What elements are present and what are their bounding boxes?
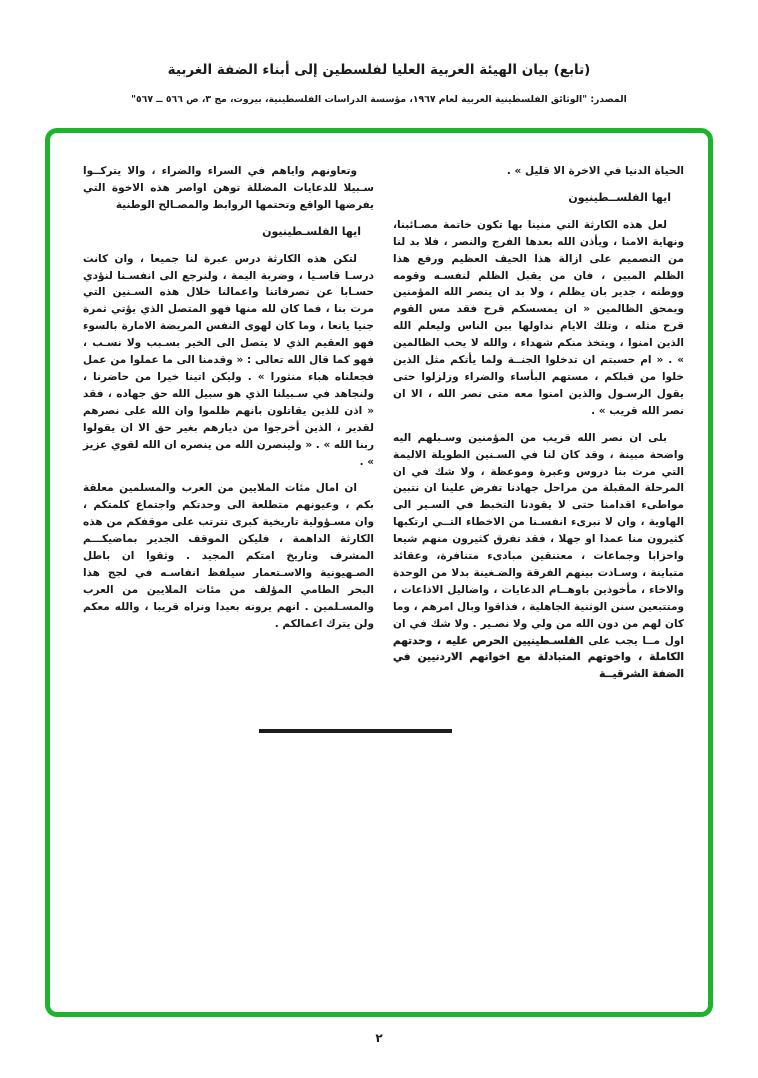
paragraph-continuation: الحياة الدنيا في الاخرة الا قليل » . [506, 165, 684, 177]
page-title: (تابع) بيان الهيئة العربية العليا لفلسطين إلى أبناء الضفة الغربية [167, 62, 591, 78]
paragraph: لتكن هذه الكارثة درس عبرة لنا جميعا ، وان كانت درسـا قاسـيا ، وضربة اليمة ، ولنرجع الى انفسـنا لنؤدي حسـابا عن تصرفاتنا واعمالنا خلال هذه السـنين التي مرت بنا ، فما كان لله منها فهو المتصل الذي يؤتي ثمرة جنيا يانعا ، وما كان لهوى النفس المريضة الامارة بالسوء فهو العقيم الذي لا يتصل الى الخير بسـبب ولا نسـب ، فهو كما قال الله تعالى : « وقدمنا الى ما عملوا من عمل فجعلناه هباء منثورا » . وليكن اتينا خيرا من حاضرنا ، ولنجاهد في سـبيلنا الذي هو سبيل الله حق جهاده ، فقد « اذن للذين يقاتلون بانهم ظلموا وان الله على نصرهم لقدير ، الذين أخرجوا من ديارهم بغير حق الا ان يقولوا ربنا الله » . « ولينصرن الله من ينصره ان الله لقوي عزيز » . [83, 252, 374, 468]
source-line: المصدر: "الوثائق الفلسطينية العربية لعام ١٩٦٧، مؤسسة الدراسات الفلسطينية، بيروت، مج ٣، ص ٥٦٦ ــ ٥٦٧" [131, 94, 627, 105]
section-heading: ايها الفلسـطينيون [262, 224, 361, 238]
two-column-layout [83, 163, 684, 693]
column-left [83, 163, 374, 643]
paragraph-text: بلى ان نصر الله قريب من المؤمنين وسـبلهم اليه واضحة مبينة ، وقد كان لنا في السـنين الطويلة الاليمة التي مرت بنا دروس وعبرة وموعظة ، ولا شك في ان المرحلة المقبلة من مراحل جهادنا تفرض علينا ان نتبين مواطىء اقدامنا حتى لا يقودنا التخبط في السـير الى الهاوية ، وان لا نبرىء انفسـنا من الاخطاء التــي ارتكبها كثيرون منا عمدا او جهلا ، فقد تفرق كثيرون منهم شيعا واحزابا وجماعات ، معتنقين مبادىء متنافرة، وعقائد متباينة ، وسـادت بينهم الفرقة والضـغينة بدلا من الوحدة والاخاء ، مأخوذين باوهــام الدعايات ، واضاليل الاذاعات ، ومتتبعين سنن الوثنية الجاهلية ، فذاقوا وبال امرهم ، وما كان لهم من دون الله من ولي ولا نصـير . ولا شك في ان اول مــا يجب على [392, 431, 684, 647]
divider-rule [259, 729, 452, 733]
paragraph: لعل هذه الكارثة التي منينا بها تكون خاتمة مصـائبنا، ونهاية الامنا ، ويأذن الله بعدها الفرج والنصر ، فلا بد لنا من التصميم على ازالة هذا الحيف العظيم ورفع هذا الظلم المبين ، فان من يقبل الظلم لنفسـه وقومه ووطنه ، جدير بان يظلم ، ولا بد ان ينصر الله المؤمنين ويمحق الظالمين « ان يمسسكم قرح فقد مس القوم قرح مثله ، وتلك الايام نداولها بين الناس وليعلم الله الذين امنوا ، ويتخذ منكم شهداء ، والله لا يحب الظالمين » . « ام حسبتم ان تدخلوا الجنــة ولما يأتكم مثل الذين خلوا من قبلكم ، مستهم البأساء والضراء وزلزلوا حتى يقول الرسـول والذين امنوا معه متى نصر الله ، الا ان نصر الله قريب » . [393, 218, 684, 417]
paragraph: وتعاونهم واياهم في السراء والضراء ، والا يتركــوا سـبيلا للدعايات المضللة توهن اواصر هذه الاخوة التي يفرضها الواقع وتحتمها الروابط والمصـالح الوطنية [83, 165, 374, 211]
page-number: ٢ [375, 1031, 383, 1045]
document-frame [45, 128, 713, 1017]
paragraph: ان امال مئات الملايين من العرب والمسلمين معلقة بكم ، وعيونهم متطلعة الى وحدتكم واجتماع كلمتكم ، وان مسـؤولية تاريخية كبرى تترتب على موقفكم من هذه الكارثة الداهمة ، فليكن الموقف الجدير بماضيكـــم المشرف وتاريخ امتكم المجيد . وثقوا ان باطل الصـهيونية والاسـتعمار سيلفظ انفاسـه في لجج هذا البحر الطامي المؤلف من مئات الملايين من العرب والمسـلمين . انهم يرونه بعيدا ونراه قريبا ، والله معكم ولن يترك اعمالكم . [83, 482, 374, 630]
column-right [393, 163, 684, 693]
section-heading: ايها الفلســطينيون [568, 190, 671, 204]
paragraph [393, 430, 684, 684]
bold-run: الفلسـطينيين الحرص عليه ، وحدتهم الكاملة ، واخوتهم المتبادلة مع اخوانهم الاردنيين في الضفة الشرقيــة [393, 634, 684, 681]
